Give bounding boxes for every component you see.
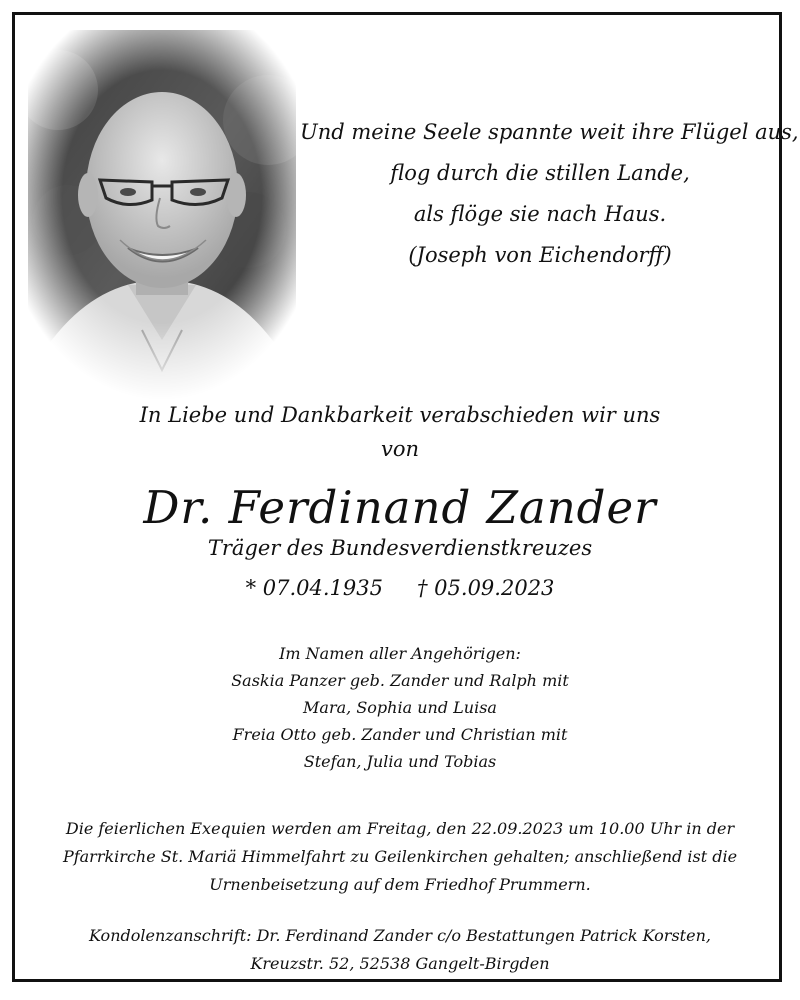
deceased-honor: Träger des Bundesverdienstkreuzes: [207, 536, 593, 560]
family-signature: [0, 640, 800, 775]
family-line: Stefan, Julia und Tobias: [303, 752, 497, 771]
quote-line: flog durch die stillen Lande,: [390, 161, 690, 185]
farewell-line: von: [380, 437, 420, 461]
portrait-photo: [28, 30, 296, 400]
life-dates: [0, 573, 800, 603]
eichendorff-quote: [300, 112, 799, 276]
farewell-text: [0, 398, 800, 466]
service-announcement: [0, 815, 800, 899]
condolence-address: [0, 922, 800, 978]
quote-line: Und meine Seele spannte weit ihre Flügel aus,: [300, 120, 799, 144]
condolence-line: Kondolenzanschrift: Dr. Ferdinand Zander c/o Bestattungen Patrick Korsten,: [89, 926, 711, 945]
condolence-line: Kreuzstr. 52, 52538 Gangelt-Birgden: [250, 954, 550, 973]
death-date: † 05.09.2023: [417, 576, 555, 600]
birth-date: * 07.04.1935: [245, 576, 383, 600]
farewell-line: In Liebe und Dankbarkeit verabschieden wir uns: [139, 403, 661, 427]
family-line: Saskia Panzer geb. Zander und Ralph mit: [231, 671, 569, 690]
service-line: Die feierlichen Exequien werden am Freitag, den 22.09.2023 um 10.00 Uhr in der: [65, 819, 735, 838]
family-line: Freia Otto geb. Zander und Christian mit: [232, 725, 568, 744]
service-line: Pfarrkirche St. Mariä Himmelfahrt zu Geilenkirchen gehalten; anschließend ist die: [62, 847, 738, 866]
quote-attribution: (Joseph von Eichendorff): [408, 243, 672, 267]
service-line: Urnenbeisetzung auf dem Friedhof Prummern.: [209, 875, 591, 894]
deceased-name: Dr. Ferdinand Zander: [143, 481, 657, 534]
family-line: Im Namen aller Angehörigen:: [279, 644, 521, 663]
family-line: Mara, Sophia und Luisa: [303, 698, 497, 717]
quote-line: als flöge sie nach Haus.: [413, 202, 667, 226]
